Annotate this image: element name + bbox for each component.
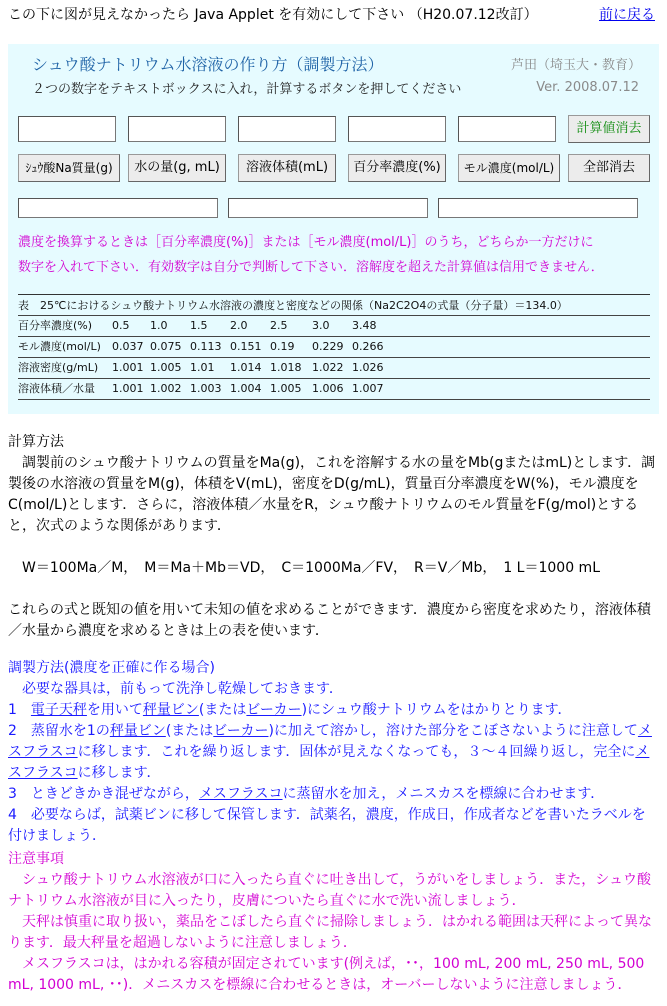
input-molar-concentration[interactable]	[458, 116, 556, 142]
table-cell: 1.022	[312, 361, 344, 374]
calc-paragraph-2: これらの式と既知の値を用いて未知の値を求めることができます．濃度から密度を求めたり，溶液体積／水量から濃度を求めるときは上の表を使います．	[8, 602, 651, 639]
table-cell: 1.014	[230, 361, 262, 374]
table-cell: 1.001	[112, 361, 144, 374]
table-cell: 1.026	[352, 361, 384, 374]
table-row	[18, 315, 650, 336]
table-cell: 1.001	[112, 382, 144, 395]
table-cell: 2.0	[230, 319, 248, 332]
prep-step-2	[8, 721, 658, 784]
table-cell: 1.004	[230, 382, 262, 395]
step-text: )にシュウ酸ナトリウムをはかりとります．	[301, 702, 572, 718]
step-text: に移します．	[77, 765, 161, 781]
table-cell: 1.018	[270, 361, 302, 374]
table-cell: 1.003	[190, 382, 222, 395]
top-notice-bar	[8, 4, 659, 26]
table-cell: 0.266	[352, 340, 384, 353]
calc-percent-button[interactable]: 百分率濃度(%)	[348, 154, 446, 182]
input-water-amount[interactable]	[128, 116, 226, 142]
caution-section	[8, 849, 658, 996]
calculation-section	[8, 432, 658, 642]
message-line-1: 濃度を換算するときは［百分率濃度(%)］または［モル濃度(mol/L)］のうち，どちらか一方だけに	[18, 235, 594, 250]
step-text: に蒸留水を加え，メニスカスを標線に合わせます．	[282, 786, 605, 802]
step-text: (または	[198, 702, 247, 718]
volumetric-flask-link[interactable]: メスフラスコ	[198, 786, 283, 802]
table-cell: 0.113	[190, 340, 222, 353]
clear-all-button[interactable]: 全部消去	[568, 154, 650, 182]
step-text: を用いて	[86, 702, 143, 718]
row-label: モル濃度(mol/L)	[18, 340, 101, 353]
output-field-1[interactable]	[18, 198, 218, 218]
weighing-bottle-link[interactable]: 秤量ビン	[142, 702, 199, 718]
calc-paragraph-1: 調製前のシュウ酸ナトリウムの質量をMa(g)，これを溶解する水の量をMb(gまたはmL)とします．調製後の水溶液の質量をM(g)，体積をV(mL)，密度をD(g/mL)，質量百分率濃度をW(%)，モル濃度をC(mol/L)とします．さらに，溶液体積／水量をR，シュウ酸ナトリウムのモル質量をF(g/mol)とすると，次式のような関係があります．	[8, 455, 656, 534]
caution-paragraph-1: シュウ酸ナトリウム水溶液が口に入ったら直ぐに吐き出して，うがいをしましょう．また，シュウ酸ナトリウム水溶液が目に入ったり，皮膚についたら直ぐに水で洗い流しましょう．	[8, 872, 652, 909]
table-cell: 1.005	[150, 361, 182, 374]
caution-heading: 注意事項	[8, 851, 64, 867]
step-text: )に加えて溶かし，溶けた部分をこぼさないように注意して	[268, 723, 638, 739]
prep-step-4: 4 必要ならば，試薬ビンに移して保管します．試薬名，濃度，作成日，作成者などを書いたラベルを付けましょう．	[8, 807, 646, 844]
table-row	[18, 336, 650, 357]
back-link[interactable]: 前に戻る	[599, 7, 655, 23]
table-cell: 0.19	[270, 340, 295, 353]
applet-instruction: ２つの数字をテキストボックスに入れ，計算するボタンを押してください	[32, 82, 462, 97]
density-table	[18, 294, 650, 400]
table-cell: 1.006	[312, 382, 344, 395]
table-cell: 0.075	[150, 340, 182, 353]
table-cell: 1.5	[190, 319, 208, 332]
beaker-link[interactable]: ビーカー	[213, 723, 269, 739]
table-cell: 1.005	[270, 382, 302, 395]
calc-heading: 計算方法	[8, 434, 64, 450]
step-text: 3 ときどきかき混ぜながら，	[8, 786, 199, 802]
table-cell: 1.01	[190, 361, 215, 374]
applet-author: 芦田（埼玉大・教育）	[510, 58, 641, 73]
row-label: 溶液密度(g/mL)	[18, 361, 99, 374]
preparation-section	[8, 658, 658, 847]
calc-mass-button[interactable]: ｼｭｳ酸Na質量(g)	[18, 154, 120, 182]
table-cell: 3.48	[352, 319, 377, 332]
volumetric-flask-link[interactable]: メスフラスコ	[8, 723, 652, 760]
electronic-balance-link[interactable]: 電子天秤	[30, 702, 87, 718]
prep-step-3	[8, 784, 658, 805]
applet-message	[18, 230, 652, 280]
calculator-applet	[8, 44, 659, 414]
row-label: 百分率濃度(%)	[18, 319, 93, 332]
step-text: に移します．これを繰り返します．固体が見えなくなっても，３～４回繰り返し，完全に	[77, 744, 636, 760]
beaker-link[interactable]: ビーカー	[246, 702, 302, 718]
caution-paragraph-2: 天秤は慎重に取り扱い，薬品をこぼしたら直ぐに掃除しましょう．はかれる範囲は天秤によって異なります．最大秤量を超過しないように注意しましょう．	[8, 914, 652, 951]
prep-heading: 調製方法(濃度を正確に作る場合)	[8, 660, 215, 676]
java-notice: この下に図が見えなかったら Java Applet を有効にして下さい （H20.07.12改訂）	[8, 7, 538, 23]
message-line-2: 数字を入れて下さい．有効数字は自分で判断して下さい．溶解度を超えた計算値は信用できません．	[18, 260, 604, 275]
volumetric-flask-link[interactable]: メスフラスコ	[8, 744, 650, 781]
prep-intro: 必要な器具は，前もって洗浄し乾燥しておきます．	[8, 681, 343, 697]
applet-version: Ver. 2008.07.12	[536, 80, 639, 95]
table-cell: 1.0	[150, 319, 168, 332]
output-field-3[interactable]	[438, 198, 638, 218]
caution-paragraph-3: メスフラスコは，はかれる容積が固定されています(例えば，･･，100 mL, 200 mL, 250 mL, 500 mL, 1000 mL, ･･)．メニスカスを標線に合わせるときは，オーバーしないように注意しましょう．	[8, 956, 645, 993]
step-text: (または	[165, 723, 214, 739]
table-cell: 0.5	[112, 319, 130, 332]
clear-calculated-button[interactable]: 計算値消去	[568, 115, 650, 143]
calc-water-button[interactable]: 水の量(g, mL)	[128, 154, 226, 182]
input-sodium-oxalate-mass[interactable]	[18, 116, 116, 142]
table-caption: 表 25℃におけるシュウ酸ナトリウム水溶液の濃度と密度などの関係（Na2C2O4の式量（分子量）＝134.0）	[18, 294, 650, 315]
row-label: 溶液体積／水量	[18, 382, 95, 395]
calc-volume-button[interactable]: 溶液体積(mL)	[238, 154, 336, 182]
table-cell: 0.151	[230, 340, 262, 353]
calc-molar-button[interactable]: モル濃度(mol/L)	[458, 154, 560, 182]
table-cell: 2.5	[270, 319, 288, 332]
table-row	[18, 378, 650, 400]
output-field-2[interactable]	[228, 198, 428, 218]
input-percent-concentration[interactable]	[348, 116, 446, 142]
step-text: 2 蒸留水を1の	[8, 723, 110, 739]
step-text: 1	[8, 702, 31, 718]
table-row	[18, 357, 650, 378]
table-cell: 0.037	[112, 340, 144, 353]
weighing-bottle-link[interactable]: 秤量ビン	[109, 723, 166, 739]
input-solution-volume[interactable]	[238, 116, 336, 142]
table-cell: 0.229	[312, 340, 344, 353]
prep-step-1	[8, 700, 658, 721]
calc-formulas: W＝100Ma／M， M＝Ma＋Mb＝VD， C＝1000Ma／FV， R＝V／Mb， 1 L＝1000 mL	[8, 560, 600, 576]
table-cell: 1.007	[352, 382, 384, 395]
table-cell: 3.0	[312, 319, 330, 332]
table-cell: 1.002	[150, 382, 182, 395]
applet-title: シュウ酸ナトリウム水溶液の作り方（調製方法）	[32, 55, 384, 74]
